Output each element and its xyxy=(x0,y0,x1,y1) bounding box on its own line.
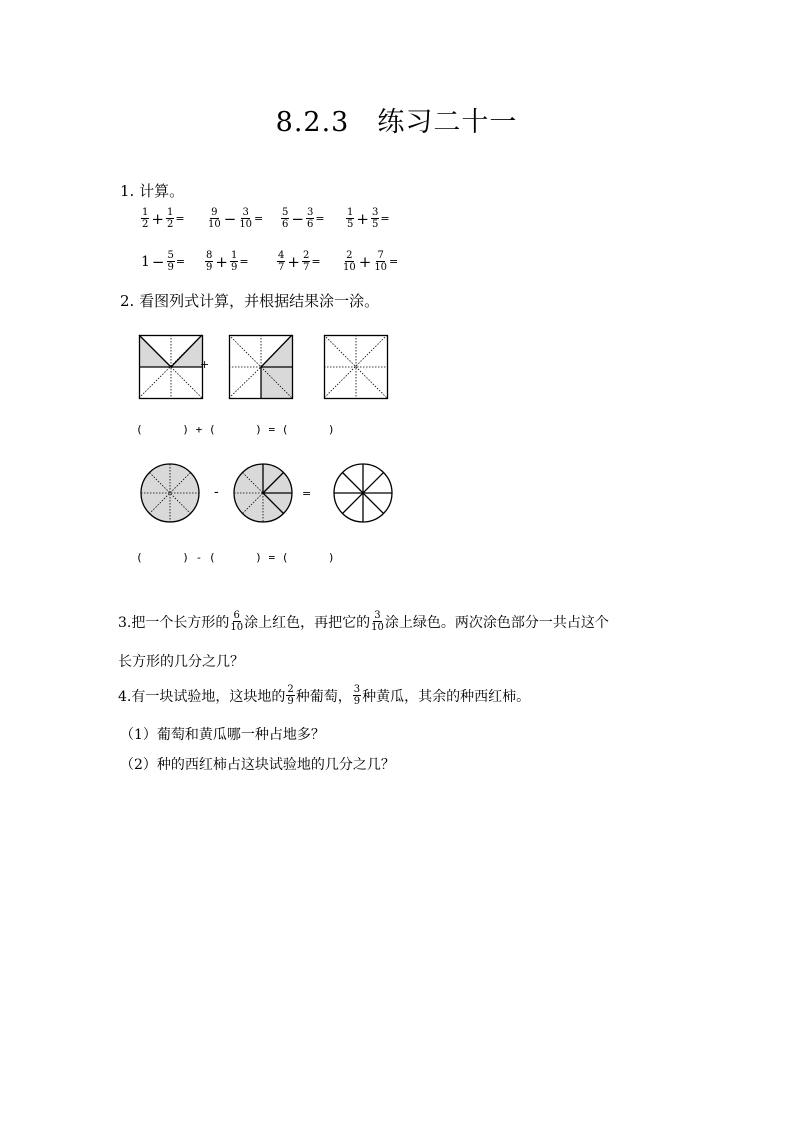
fraction: $\frac{5}{6}$ xyxy=(282,207,289,230)
calc-item: $\frac{1}{5}$ + $\frac{3}{5}$ = xyxy=(347,207,390,230)
fraction: $\frac{1}{2}$ xyxy=(166,207,174,230)
circle-figure-1 xyxy=(140,463,200,523)
circle-figure-3 xyxy=(333,463,393,523)
fraction: $\frac{3}{5}$ xyxy=(371,207,379,230)
fraction: $\frac{1}{9}$ xyxy=(230,250,238,273)
calc-item: 1 − $\frac{5}{9}$ = xyxy=(141,250,186,273)
question-3-line-2: 长方形的几分之几？ xyxy=(118,654,244,670)
calc-item: $\frac{1}{2}$ + $\frac{1}{2}$ = xyxy=(142,207,185,230)
question-4-sub-1: （1）葡萄和黄瓜哪一种占地多？ xyxy=(120,727,325,743)
plus-sign: + xyxy=(200,358,210,371)
fraction: $\frac{3}{10}$ xyxy=(239,207,253,230)
page-title: 8.2.3 练习二十一 xyxy=(275,107,518,138)
calc-item: $\frac{5}{6}$ − $\frac{3}{6}$ = xyxy=(282,207,325,230)
square-figure-2 xyxy=(229,335,293,399)
fraction: $\frac{2}{10}$ xyxy=(343,250,356,273)
calc-item: $\frac{8}{9}$ + $\frac{1}{9}$ = xyxy=(206,250,249,273)
fraction: $\frac{5}{9}$ xyxy=(167,250,174,273)
fraction: $\frac{1}{5}$ xyxy=(347,207,354,230)
question-1-label: 1. 计算。 xyxy=(120,182,185,200)
squares-answer-blanks: ( ) + ( ) = ( ) xyxy=(136,423,335,436)
fraction: $\frac{3}{10}$ xyxy=(371,610,384,633)
calc-item: $\frac{4}{7}$ + $\frac{2}{7}$ = xyxy=(278,250,321,273)
fraction: $\frac{4}{7}$ xyxy=(278,250,285,273)
circles-answer-blanks: ( ) - ( ) = ( ) xyxy=(136,551,335,564)
calc-item: $\frac{9}{10}$ − $\frac{3}{10}$ = xyxy=(208,207,264,230)
fraction: $\frac{9}{10}$ xyxy=(208,207,221,230)
square-figure-1 xyxy=(139,335,203,399)
fraction: $\frac{8}{9}$ xyxy=(206,250,213,273)
question-2-label: 2. 看图列式计算，并根据结果涂一涂。 xyxy=(120,292,380,310)
fraction: $\frac{3}{6}$ xyxy=(306,207,314,230)
question-4-sub-2: （2）种的西红柿占这块试验地的几分之几？ xyxy=(120,757,395,773)
fraction: $\frac{3}{9}$ xyxy=(353,684,361,707)
fraction: $\frac{7}{10}$ xyxy=(374,250,388,273)
question-4-line-1: 4.有一块试验地，这块地的 $\frac{2}{9}$ 种葡萄， $\frac{3}{9}$ 种黄瓜，其余的种西红柿。 xyxy=(118,684,531,707)
question-3-line-1: 3.把一个长方形的 $\frac{6}{10}$ 涂上红色，再把它的 $\frac{3}{10}$ 涂上绿色。两次涂色部分一共占这个 xyxy=(118,610,609,633)
fraction: $\frac{2}{9}$ xyxy=(287,684,294,707)
minus-sign: - xyxy=(214,484,219,500)
calc-item: $\frac{2}{10}$ + $\frac{7}{10}$ = xyxy=(343,250,399,273)
fraction: $\frac{6}{10}$ xyxy=(230,610,244,633)
square-figure-3 xyxy=(324,335,388,399)
fraction: $\frac{1}{2}$ xyxy=(142,207,149,230)
fraction: $\frac{2}{7}$ xyxy=(302,250,310,273)
equals-sign: = xyxy=(302,487,312,500)
circle-figure-2 xyxy=(233,463,293,523)
